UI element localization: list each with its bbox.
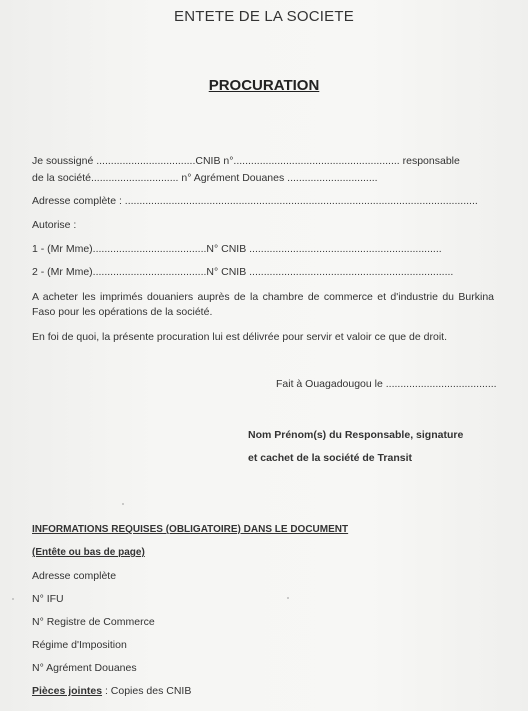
- proxy-line-2: 2 - (Mr Mme).......................................N° CNIB ......................................................................: [32, 266, 454, 278]
- closing-paragraph: En foi de quoi, la présente procuration lui est délivrée pour servir et valoir ce que de droit.: [32, 331, 447, 343]
- attachments-value: : Copies des CNIB: [102, 685, 192, 697]
- info-item: N° Agrément Douanes: [32, 662, 137, 674]
- company-line: de la société.............................. n° Agrément Douanes ...............................: [32, 172, 378, 184]
- paper-speck: [287, 597, 289, 599]
- info-item: Régime d'Imposition: [32, 639, 127, 651]
- purpose-paragraph: A acheter les imprimés douaniers auprès de la chambre de commerce et d'industrie du Burkina Faso pour les opérations de la société.: [32, 291, 494, 318]
- info-subheading: (Entête ou bas de page): [32, 547, 145, 558]
- info-heading: INFORMATIONS REQUISES (OBLIGATOIRE) DANS LE DOCUMENT: [32, 524, 349, 535]
- address-line: Adresse complète : .........................................................................................................................: [32, 195, 478, 207]
- signature-caption-1: Nom Prénom(s) du Responsable, signature: [248, 429, 464, 441]
- info-item: N° IFU: [32, 593, 64, 605]
- place-date-line: Fait à Ouagadougou le ......................................: [276, 378, 497, 390]
- info-item: N° Registre de Commerce: [32, 616, 155, 628]
- authorize-label: Autorise :: [32, 219, 77, 231]
- signature-caption-2: et cachet de la société de Transit: [248, 452, 412, 464]
- paper-speck: [122, 503, 124, 505]
- signatory-line: Je soussigné ..................................CNIB n°......................................................... responsable: [32, 155, 460, 167]
- proxy-line-1: 1 - (Mr Mme).......................................N° CNIB ..................................................................: [32, 243, 442, 255]
- company-header: ENTETE DE LA SOCIETE: [174, 8, 354, 25]
- attachments-label: Pièces jointes: [32, 685, 103, 697]
- attachments-line: [32, 685, 191, 697]
- document-title: PROCURATION: [208, 77, 320, 94]
- paper-speck: [12, 598, 14, 600]
- info-item: Adresse complète: [32, 570, 117, 582]
